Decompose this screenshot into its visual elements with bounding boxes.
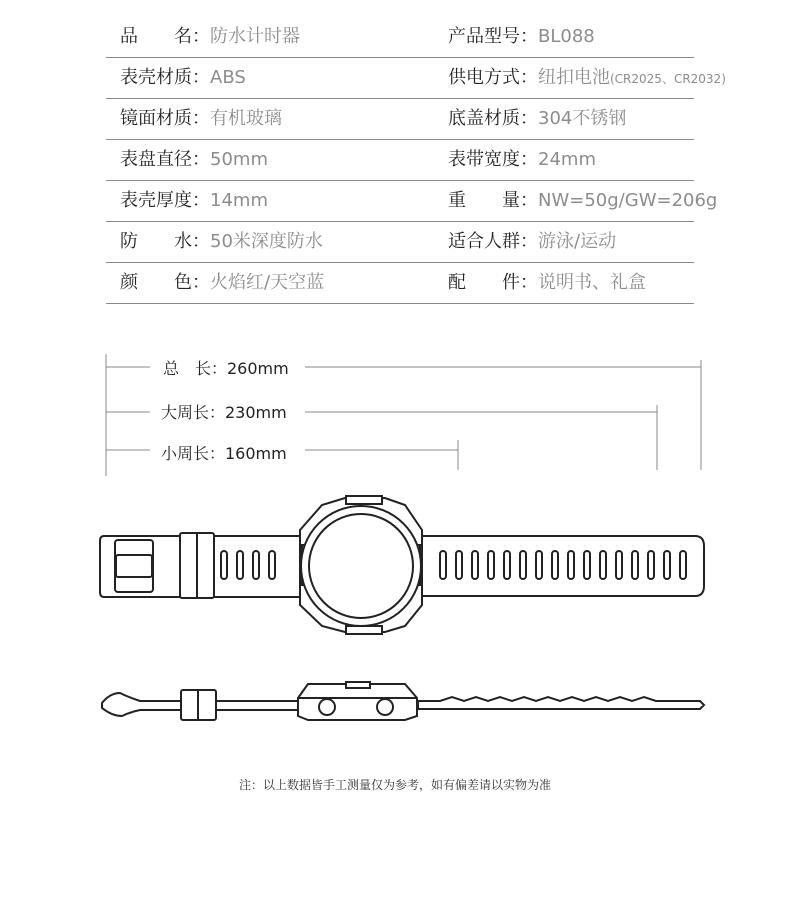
spec-label: 防 水： (120, 231, 210, 252)
strap-hole (648, 551, 654, 579)
spec-value: 游泳/运动 (538, 231, 617, 252)
spec-value: 纽扣电池 (538, 67, 610, 88)
strap-hole (488, 551, 494, 579)
spec-label: 表带宽度： (448, 149, 538, 170)
spec-value: 有机玻璃 (210, 108, 282, 129)
spec-value: 24mm (538, 149, 596, 170)
spec-label: 产品型号： (448, 26, 538, 47)
case-side-button-top (346, 682, 370, 688)
spec-value: 50米深度防水 (210, 231, 323, 252)
spec-label: 表壳材质： (120, 67, 210, 88)
spec-label: 配 件： (448, 272, 538, 293)
strap-hole (568, 551, 574, 579)
spec-label: 适合人群： (448, 231, 538, 252)
strap-hole (600, 551, 606, 579)
spec-label: 底盖材质： (448, 108, 538, 129)
spec-value: 说明书、礼盒 (538, 272, 646, 293)
strap-hole (680, 551, 686, 579)
spec-value: 304不锈钢 (538, 108, 627, 129)
spec-value: ABS (210, 67, 246, 88)
strap-hole (520, 551, 526, 579)
disclaimer-note: 注：以上数据皆手工测量仅为参考，如有偏差请以实物为准 (238, 778, 551, 792)
strap-hole (584, 551, 590, 579)
dimension-large-label: 大周长：230mm (161, 403, 287, 422)
spec-label: 重 量： (448, 190, 538, 211)
strap-hole (253, 551, 259, 579)
watch-top-view (100, 496, 704, 634)
case-button-top (346, 496, 382, 504)
case-side-button-left (319, 699, 335, 715)
dimension-small-label: 小周长：160mm (161, 444, 287, 463)
spec-value: 防水计时器 (210, 26, 300, 47)
strap-hole (616, 551, 622, 579)
spec-value: NW=50g/GW=206g (538, 190, 718, 211)
strap-hole (664, 551, 670, 579)
watch-case-side (298, 684, 417, 720)
watch-side-view (102, 682, 704, 720)
case-side-button-right (377, 699, 393, 715)
strap-hole (269, 551, 275, 579)
strap-hole (237, 551, 243, 579)
spec-value-note: (CR2025、CR2032) (610, 72, 726, 86)
spec-value: BL088 (538, 26, 595, 47)
spec-value: 50mm (210, 149, 268, 170)
spec-label: 供电方式： (448, 67, 538, 88)
strap-hole (456, 551, 462, 579)
strap-hole (632, 551, 638, 579)
strap-hole (221, 551, 227, 579)
dimension-total-label: 总 长：260mm (163, 359, 289, 378)
strap-hole (440, 551, 446, 579)
spec-label: 镜面材质： (120, 108, 210, 129)
spec-label: 品 名： (120, 26, 210, 47)
watch-face (309, 514, 413, 618)
strap-hole (536, 551, 542, 579)
long-strap-side (418, 697, 704, 709)
spec-label: 颜 色： (120, 272, 210, 293)
strap-hole (504, 551, 510, 579)
strap-hole (552, 551, 558, 579)
case-button-bottom (346, 626, 382, 634)
spec-label: 表盘直径： (120, 149, 210, 170)
spec-value: 火焰红/天空蓝 (210, 272, 325, 293)
strap-hole (472, 551, 478, 579)
spec-value: 14mm (210, 190, 268, 211)
spec-label: 表壳厚度： (120, 190, 210, 211)
buckle-tongue (116, 555, 152, 577)
